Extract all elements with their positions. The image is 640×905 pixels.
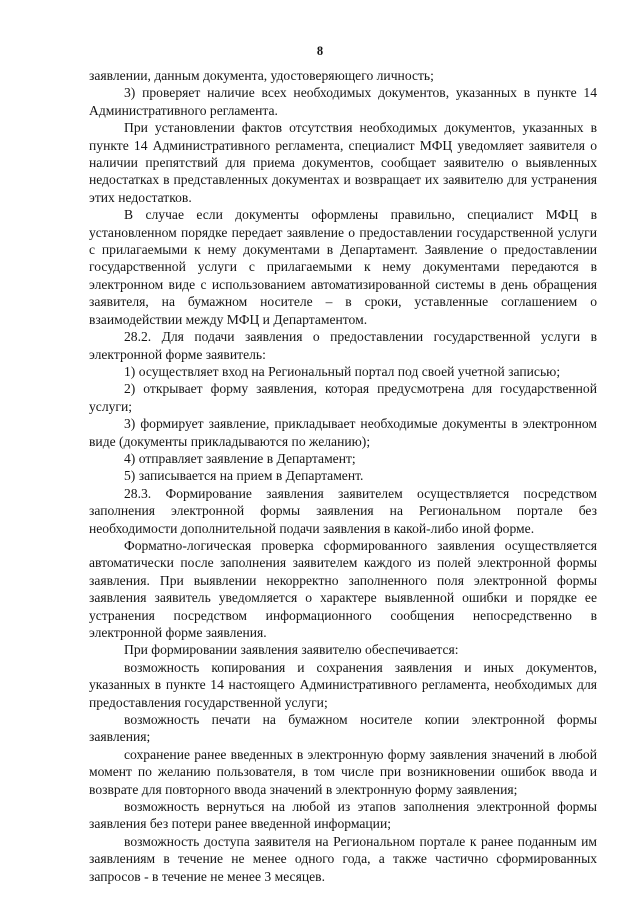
list-item-5: 5) записывается на прием в Департамент. <box>124 468 364 484</box>
feature-copy-save: возможность копирования и сохранения заявления и иных документов, указанных в пункте 14 настоящего Административного регламента, необходимых для предоставления государственной услуги; <box>89 659 597 710</box>
feature-access-history: возможность доступа заявителя на Региональном портале к ранее поданным им заявлениям в течение не менее одного года, а также частично сформированных запросов - в течение не менее 3 месяцев. <box>89 833 597 884</box>
list-item-1: 1) осуществляет вход на Региональный портал под своей учетной записью; <box>124 363 561 379</box>
list-item-4: 4) отправляет заявление в Департамент; <box>124 450 356 466</box>
paragraph-28-2: 28.2. Для подачи заявления о предоставлении государственной услуги в электронной форме заявитель: <box>89 329 597 362</box>
paragraph-provided-features: При формировании заявления заявителю обеспечивается: <box>124 642 459 658</box>
feature-return-to-step: возможность вернуться на любой из этапов заполнения электронной формы заявления без потери ранее введенной информации; <box>89 799 597 832</box>
paragraph-item-3-check-documents: 3) проверяет наличие всех необходимых документов, указанных в пункте 14 Административного регламента. <box>89 85 597 118</box>
paragraph-continuation: заявлении, данным документа, удостоверяющего личность; <box>89 68 434 83</box>
list-item-2: 2) открывает форму заявления, которая предусмотрена для государственной услуги; <box>89 381 597 414</box>
paragraph-format-check: Форматно-логическая проверка сформированного заявления осуществляется автоматически после заполнения заявителем каждого из полей электронной формы заявления. При выявлении некорректно заполненного поля электронной формы заявления заявитель уведомляется о характере выявленной ошибки и порядке ее устранения посредством информационного сообщения непосредственно в электронной форме заявления. <box>89 537 597 640</box>
paragraph-documents-correct: В случае если документы оформлены правильно, специалист МФЦ в установленном порядке передает заявление о предоставлении государственной услуги с прилагаемыми к нему документами в Департамент. Заявление о предоставлении государственной услуги с прилагаемыми к нему документами передаются в электронном виде с использованием автоматизированной системы в день обращения заявителя, на бумажном носителе – в сроки, уставленные соглашением о взаимодействии между МФЦ и Департаментом. <box>89 207 597 327</box>
list-item-3: 3) формирует заявление, прикладывает необходимые документы в электронном виде (документы прикладываются по желанию); <box>89 416 597 449</box>
feature-save-values: сохранение ранее введенных в электронную форму заявления значений в любой момент по желанию пользователя, в том числе при возникновении ошибок ввода и возврате для повторного ввода значений в электронную форму заявления; <box>89 746 597 797</box>
paragraph-missing-documents: При установлении фактов отсутствия необходимых документов, указанных в пункте 14 Административного регламента, специалист МФЦ уведомляет заявителя о наличии препятствий для приема документов, сообщает заявителю о выявленных недостатках в представленных документах и возвращает их заявителю для устранения этих недостатков. <box>89 120 597 205</box>
page-number: 8 <box>316 44 324 58</box>
body-text <box>89 67 597 885</box>
feature-print: возможность печати на бумажном носителе копии электронной формы заявления; <box>89 712 597 745</box>
paragraph-28-3: 28.3. Формирование заявления заявителем осуществляется посредством заполнения электронной формы заявления на Региональном портале без необходимости дополнительной подачи заявления в какой-либо иной форме. <box>89 485 597 536</box>
